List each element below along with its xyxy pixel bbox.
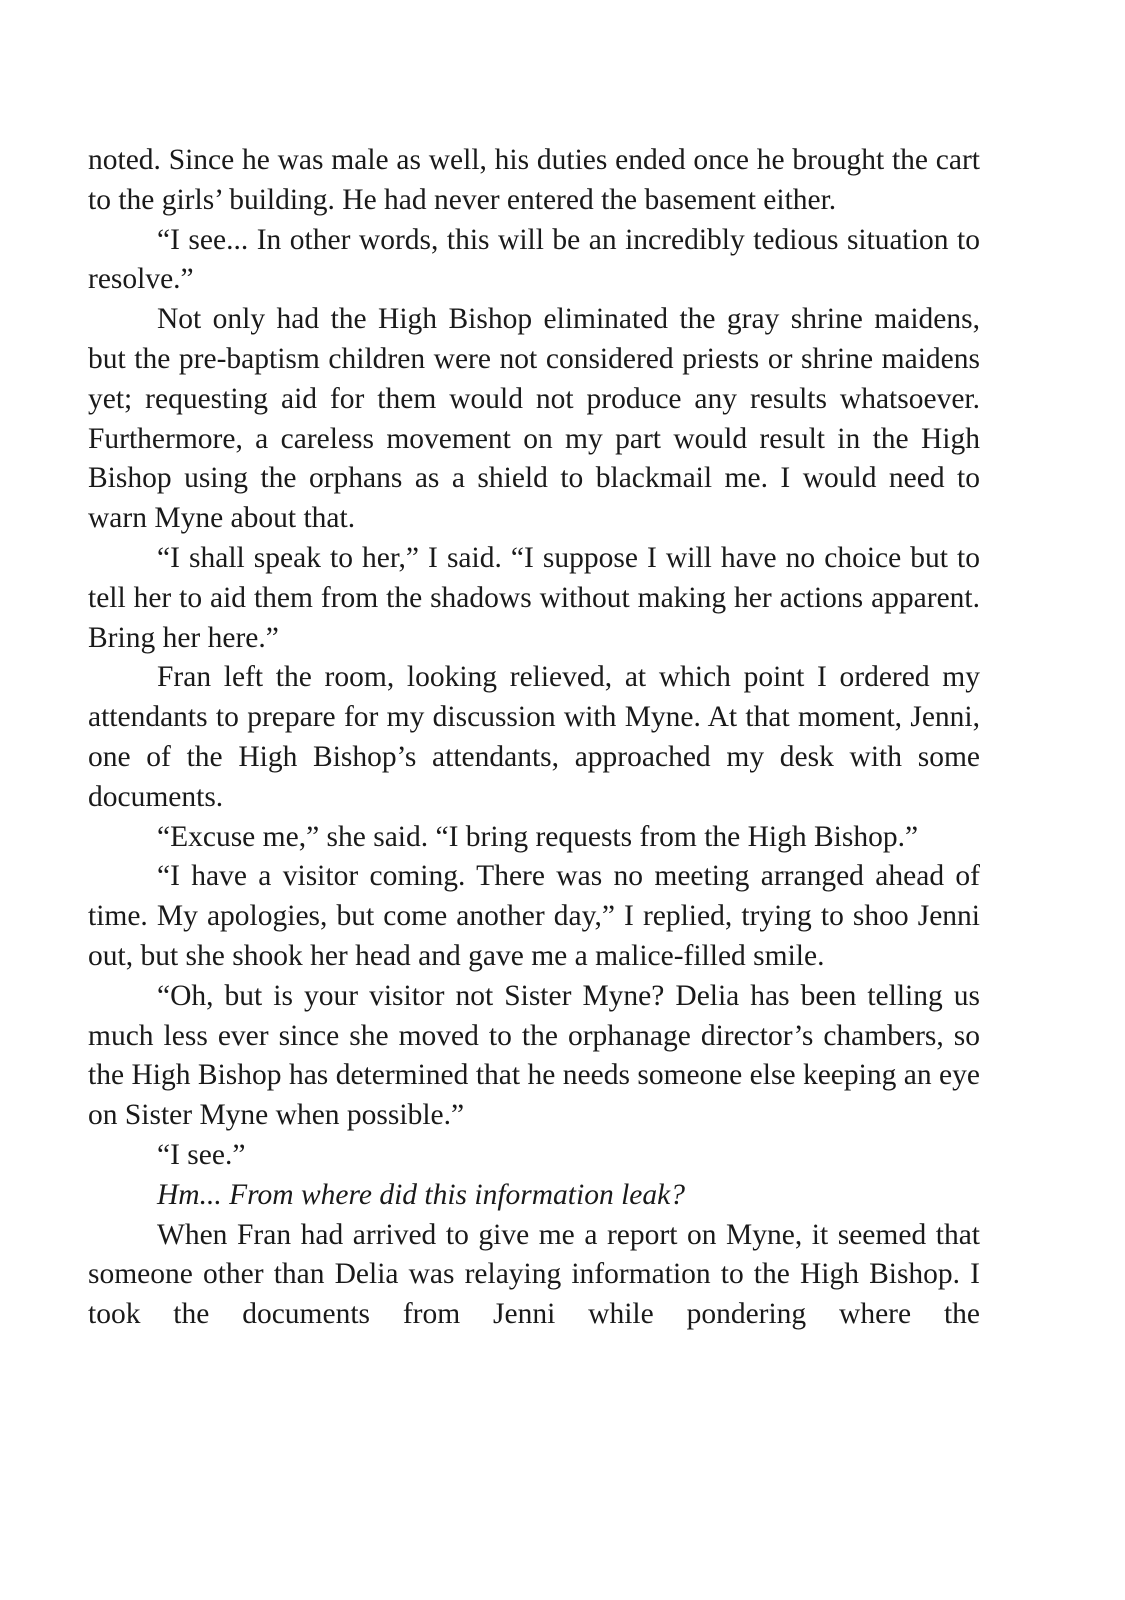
paragraph-5: Fran left the room, looking relieved, at which point I ordered my attendants to prepare for my discussion with Myne. At that moment, Jenni, one of the High Bishop’s attendants, approached my desk with some documents. bbox=[88, 661, 980, 813]
paragraph-1: noted. Since he was male as well, his duties ended once he brought the cart to the girls’ building. He had never entered the basement either. bbox=[88, 144, 980, 216]
paragraph-2: “I see... In other words, this will be an incredibly tedious situation to resolve.” bbox=[88, 223, 980, 296]
paragraph-11: When Fran had arrived to give me a report on Myne, it seemed that someone other than Delia was relaying information to the High Bishop. I took the documents from Jenni while pondering where the bbox=[88, 1218, 980, 1331]
paragraph-4: “I shall speak to her,” I said. “I suppose I will have no choice but to tell her to aid them from the shadows without making her actions apparent. Bring her here.” bbox=[88, 541, 980, 654]
body-text bbox=[88, 141, 980, 1335]
paragraph-6: “Excuse me,” she said. “I bring requests from the High Bishop.” bbox=[157, 820, 919, 853]
paragraph-8: “Oh, but is your visitor not Sister Myne? Delia has been telling us much less ever since she moved to the orphanage director’s chambers, so the High Bishop has determined that he needs someone else keeping an eye on Sister Myne when possible.” bbox=[88, 979, 980, 1132]
paragraph-3: Not only had the High Bishop eliminated the gray shrine maidens, but the pre-baptism children were not considered priests or shrine maidens yet; requesting aid for them would not produce any results whatsoever. Furthermore, a careless movement on my part would result in the High Bishop using the orphans as a shield to blackmail me. I would need to warn Myne about that. bbox=[88, 303, 980, 535]
paragraph-9: “I see.” bbox=[157, 1138, 246, 1171]
paragraph-7: “I have a visitor coming. There was no meeting arranged ahead of time. My apologies, but come another day,” I replied, trying to shoo Jenni out, but she shook her head and gave me a malice-filled smile. bbox=[88, 860, 980, 972]
paragraph-10-thought: Hm... From where did this information leak? bbox=[157, 1178, 685, 1211]
